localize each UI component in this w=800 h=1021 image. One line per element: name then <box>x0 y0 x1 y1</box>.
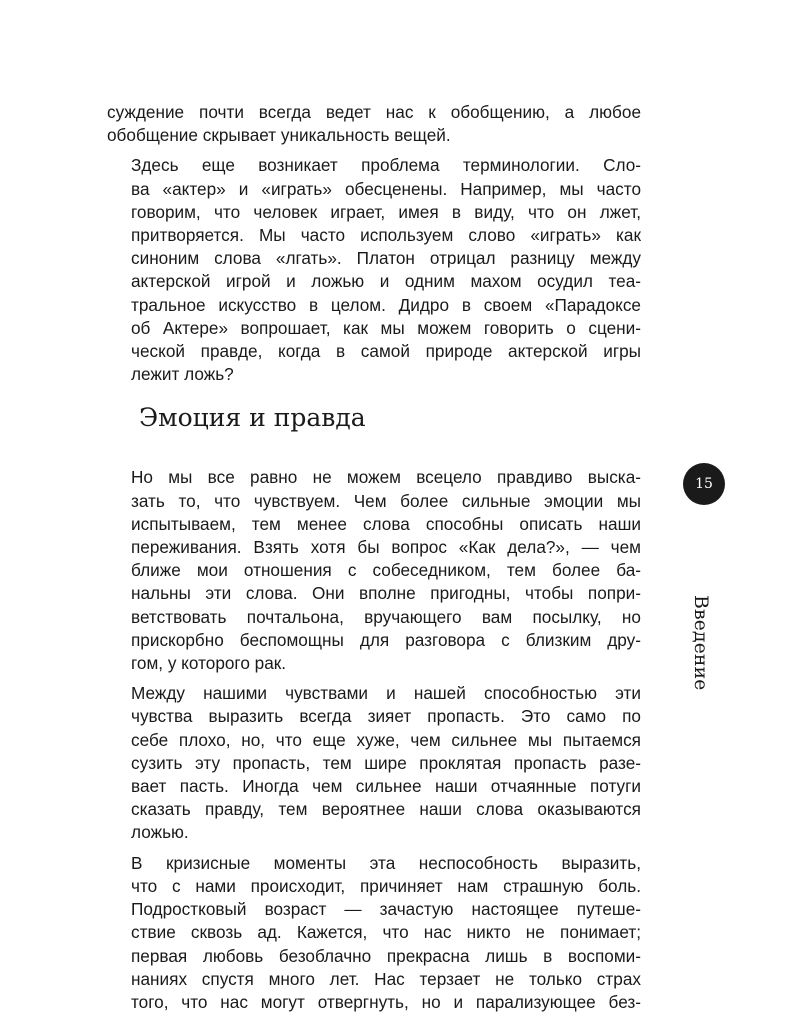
text-line: лежит ложь? <box>131 364 234 385</box>
text-line: ближе мои отношения с собеседником, тем более ба- <box>131 560 641 581</box>
text-line: ческой правде, когда в самой природе актерской игры <box>131 341 641 362</box>
paragraph <box>107 154 641 386</box>
text-line: притворяется. Мы часто используем слово «играть» как <box>131 225 641 246</box>
text-line: переживания. Взять хотя бы вопрос «Как дела?», — чем <box>131 537 641 558</box>
text-line: Между нашими чувствами и нашей способностью эти <box>131 683 641 704</box>
text-line: ветствовать почтальона, вручающего вам посылку, но <box>131 606 641 627</box>
text-line: чувства выразить всегда зияет пропасть. Это само по <box>131 706 641 727</box>
text-line: наниях спустя много лет. Нас терзает не только страх <box>131 968 641 989</box>
text-line: испытываем, тем менее слова способны описать наши <box>131 513 641 534</box>
paragraph <box>107 682 641 844</box>
paragraph <box>107 852 641 1014</box>
text-line: об Актере» вопрошает, как мы можем говорить о сцени- <box>131 317 641 338</box>
section-tab-label: Введение <box>690 595 712 691</box>
text-line: вает пасть. Иногда чем сильнее наши отчаянные потуги <box>131 776 641 797</box>
text-line: зать то, что чувствуем. Чем более сильные эмоции мы <box>131 490 641 511</box>
text-line: В кризисные моменты эта неспособность выразить, <box>131 852 641 873</box>
text-line: Здесь еще возникает проблема терминологии. Сло- <box>131 155 641 176</box>
text-line: Подростковый возраст — зачастую настоящее путеше- <box>131 899 641 920</box>
text-line: Но мы все равно не можем всецело правдиво выска- <box>131 467 641 488</box>
text-line: гом, у которого рак. <box>131 653 287 674</box>
text-line: себе плохо, но, что еще хуже, чем сильнее мы пытаемся <box>131 729 641 750</box>
page-number-badge: 15 <box>683 463 725 505</box>
text-line: сказать правду, тем вероятнее наши слова оказываются <box>131 799 641 820</box>
text-line: первая любовь безоблачно прекрасна лишь в воспоми- <box>131 945 641 966</box>
text-line: суждение почти всегда ведет нас к обобщению, а любое <box>107 102 641 122</box>
section-heading: Эмоция и правда <box>139 403 366 433</box>
text-line: ложью. <box>131 822 189 843</box>
text-line: актерской игрой и ложью и одним махом осудил теа- <box>131 271 641 292</box>
text-line: тральное искусство в целом. Дидро в своем «Парадоксе <box>131 294 641 315</box>
text-line: ва «актер» и «играть» обесценены. Например, мы часто <box>131 178 641 199</box>
text-line: что с нами происходит, причиняет нам страшную боль. <box>131 875 641 896</box>
text-line: синоним слова «лгать». Платон отрицал разницу между <box>131 248 641 269</box>
text-line: нальны эти слова. Они вполне пригодны, чтобы попри- <box>131 583 641 604</box>
paragraph <box>107 101 641 147</box>
text-line: сузить эту пропасть, тем шире проклятая пропасть разе- <box>131 752 641 773</box>
text-line: говорим, что человек играет, имея в виду, что он лжет, <box>131 201 641 222</box>
text-line: ствие сквозь ад. Кажется, что нас никто не понимает; <box>131 922 641 943</box>
text-line: того, что нас могут отвергнуть, но и парализующее без- <box>131 991 641 1012</box>
body-text <box>107 101 641 1021</box>
paragraph <box>107 466 641 675</box>
text-line: обобщение скрывает уникальность вещей. <box>107 125 451 146</box>
text-line: прискорбно беспомощны для разговора с близким дру- <box>131 629 641 650</box>
